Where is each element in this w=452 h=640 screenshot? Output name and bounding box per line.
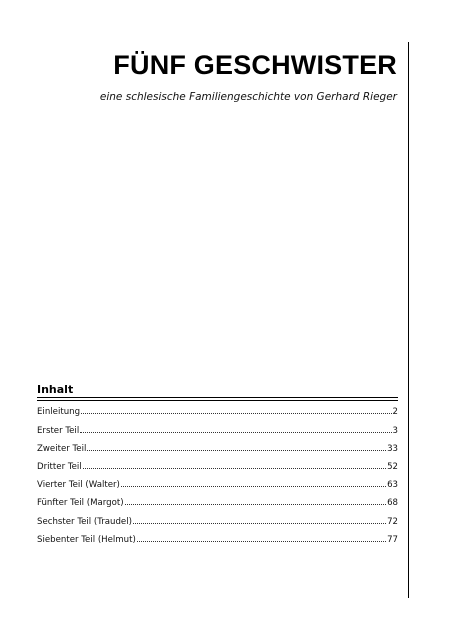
toc-entry[interactable] — [37, 480, 398, 498]
document-title: FÜNF GESCHWISTER — [113, 50, 397, 80]
toc-entry-page: 77 — [387, 534, 398, 545]
toc-entry-page: 63 — [387, 480, 398, 491]
toc-entry-label: Dritter Teil — [37, 462, 82, 472]
toc-rule-top — [37, 397, 398, 398]
toc-entry-page: 72 — [387, 516, 398, 527]
toc-rule-bottom — [37, 400, 398, 401]
toc-entry-label: Fünfter Teil (Margot) — [37, 498, 124, 509]
toc-list — [37, 407, 398, 553]
toc-entry-page: 33 — [387, 443, 398, 454]
toc-entry-label: Vierter Teil (Walter) — [37, 480, 120, 491]
toc-entry[interactable] — [37, 462, 398, 480]
toc-entry[interactable] — [37, 498, 398, 516]
toc-entry-page: 2 — [392, 407, 398, 418]
toc-entry[interactable] — [37, 534, 398, 552]
toc-heading: Inhalt — [37, 383, 74, 396]
toc-leader — [137, 534, 386, 541]
toc-leader — [87, 443, 386, 450]
toc-entry-label: Sechster Teil (Traudel) — [37, 516, 132, 527]
toc-entry-label: Zweiter Teil — [37, 443, 87, 454]
toc-entry-label: Einleitung — [37, 407, 81, 418]
toc-entry-page: 3 — [392, 425, 398, 436]
toc-leader — [121, 480, 386, 487]
document-subtitle: eine schlesische Familiengeschichte von Gerhard Rieger — [99, 91, 397, 103]
toc-entry[interactable] — [37, 516, 398, 534]
toc-entry-page: 68 — [387, 498, 398, 509]
toc-leader — [83, 462, 386, 469]
toc-leader — [81, 407, 391, 414]
toc-leader — [133, 516, 386, 523]
toc-entry-label: Siebenter Teil (Helmut) — [37, 534, 136, 545]
toc-entry[interactable] — [37, 425, 398, 443]
margin-rule — [408, 42, 409, 598]
toc-entry-page: 52 — [387, 462, 398, 472]
toc-entry[interactable] — [37, 407, 398, 425]
toc-entry-label: Erster Teil — [37, 425, 80, 436]
toc-leader — [125, 498, 386, 505]
toc-entry[interactable] — [37, 443, 398, 461]
toc-leader — [80, 425, 391, 432]
